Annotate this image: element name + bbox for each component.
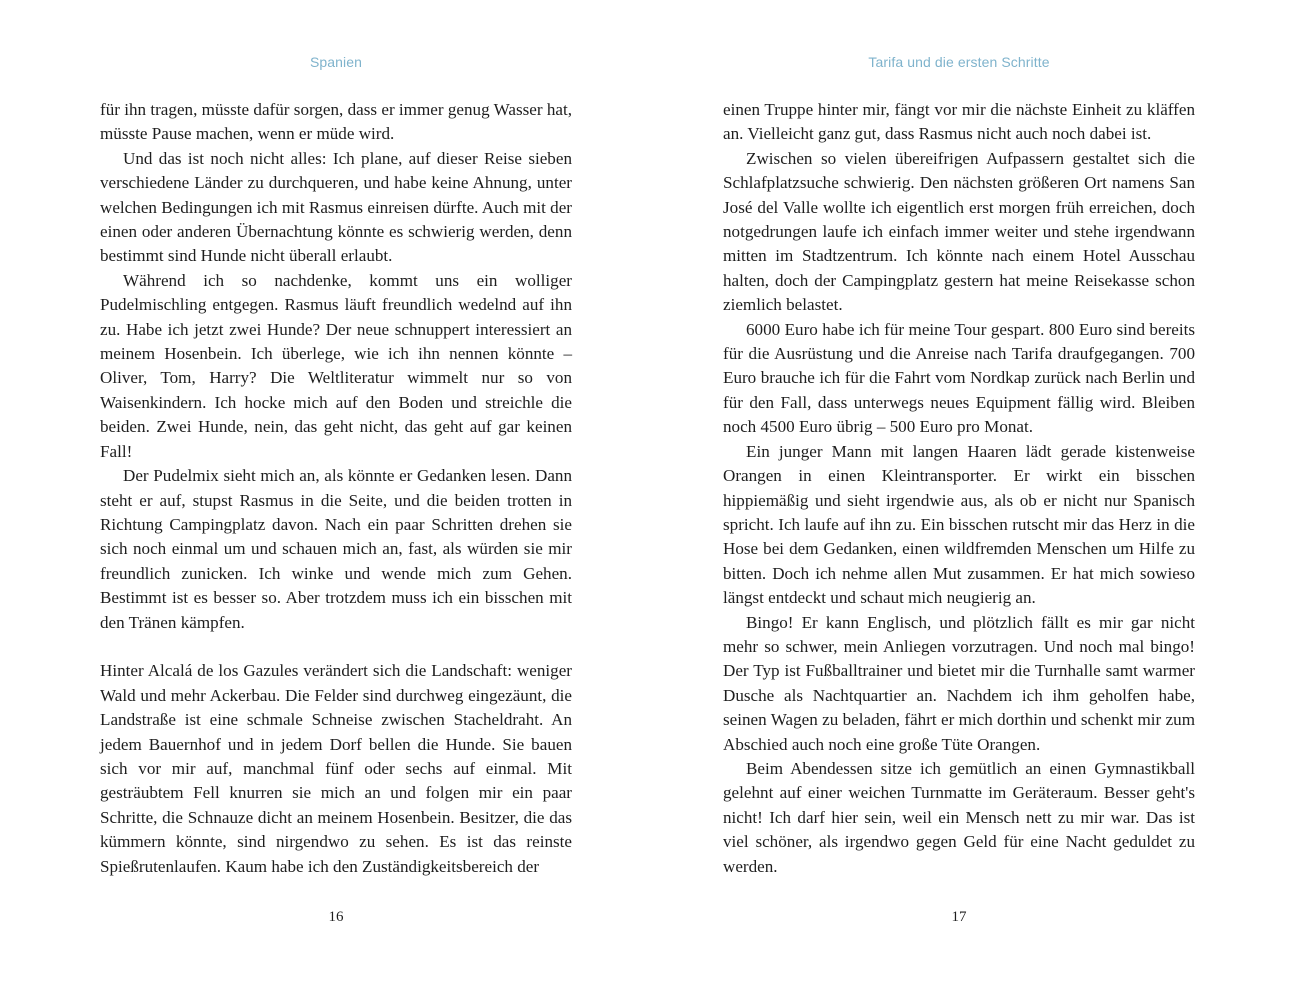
right-page-body [723, 98, 1195, 879]
paragraph: einen Truppe hinter mir, fängt vor mir die nächste Einheit zu kläffen an. Vielleicht ganz gut, dass Rasmus nicht auch noch dabei ist. [723, 100, 1195, 144]
running-head-left: Spanien [309, 54, 363, 70]
paragraph: Hinter Alcalá de los Gazules verändert sich die Landschaft: weniger Wald und mehr Ackerbau. Die Felder sind durchweg eingezäunt, die Landstraße ist eine schmale Schneise zwischen Stacheldraht. An jedem Bauernhof und in jedem Dorf bellen die Hunde. Sie bauen sich vor mir auf, manchmal fünf oder sechs auf einmal. Mit gesträubtem Fell knurren sie mich an und folgen mir ein paar Schritte, die Schnauze dicht an meinem Hosenbein. Besitzer, die das kümmern könnte, sind nirgendwo zu sehen. Es ist das reinste Spießrutenlaufen. Kaum habe ich den Zuständigkeitsbereich der [100, 661, 572, 876]
paragraph: Bingo! Er kann Englisch, und plötzlich fällt es mir gar nicht mehr so schwer, mein Anliegen vorzutragen. Und noch mal bingo! Der Typ ist Fußballtrainer und bietet mir die Turnhalle samt warmer Dusche als Nachtquartier an. Nachdem ich ihm geholfen habe, seinen Wagen zu beladen, fährt er mich dorthin und schenkt mir zum Abschied auch noch eine große Tüte Orangen. [723, 612, 1195, 754]
page-number-right: 17 [951, 909, 967, 925]
running-head-right: Tarifa und die ersten Schritte [868, 54, 1050, 70]
page-number-left: 16 [328, 909, 344, 925]
paragraph: Beim Abendessen sitze ich gemütlich an einen Gymnastikball gelehnt auf einer weichen Turnmatte im Geräteraum. Besser geht's nicht! Ich darf hier sein, weil ein Mensch nett zu mir war. Das ist viel schöner, als irgendwo gegen Geld für eine Nacht geduldet zu werden. [723, 758, 1195, 876]
paragraph: für ihn tragen, müsste dafür sorgen, dass er immer genug Wasser hat, müsste Pause machen, wenn er müde wird. [100, 100, 572, 144]
left-page-body [100, 98, 572, 879]
paragraph: Während ich so nachdenke, kommt uns ein wolliger Pudelmischling entgegen. Rasmus läuft freundlich wedelnd auf ihn zu. Habe ich jetzt zwei Hunde? Der neue schnuppert interessiert an meinem Hosenbein. Ich überlege, wie ich ihn nennen könnte – Oliver, Tom, Harry? Die Weltliteratur wimmelt nur so von Waisenkindern. Ich hocke mich auf den Boden und streichle die beiden. Zwei Hunde, nein, das geht nicht, das geht auf gar keinen Fall! [100, 270, 572, 461]
paragraph: Der Pudelmix sieht mich an, als könnte er Gedanken lesen. Dann steht er auf, stupst Rasmus in die Seite, und die beiden trotten in Richtung Campingplatz davon. Nach ein paar Schritten drehen sie sich noch einmal um und schauen mich an, fast, als würden sie mir freundlich zunicken. Ich winke und wende mich zum Gehen. Bestimmt ist es besser so. Aber trotzdem muss ich ein bisschen mit den Tränen kämpfen. [100, 466, 572, 632]
paragraph: Zwischen so vielen übereifrigen Aufpassern gestaltet sich die Schlafplatzsuche schwierig. Den nächsten größeren Ort namens San José del Valle wollte ich eigentlich erst morgen früh erreichen, doch notgedrungen laufe ich einfach immer weiter und stehe irgendwann mitten im Stadtzentrum. Ich könnte nach einem Hotel Ausschau halten, doch der Campingplatz gestern hat meine Reisekasse schon ziemlich belastet. [723, 148, 1195, 315]
paragraph: 6000 Euro habe ich für meine Tour gespart. 800 Euro sind bereits für die Ausrüstung und die Anreise nach Tarifa draufgegangen. 700 Euro brauche ich für die Fahrt vom Nordkap zurück nach Berlin und für den Fall, dass unterwegs neues Equipment fällig wird. Bleiben noch 4500 Euro übrig – 500 Euro pro Monat. [723, 319, 1195, 437]
section-break [100, 635, 572, 659]
right-page [723, 0, 1195, 1000]
paragraph: Ein junger Mann mit langen Haaren lädt gerade kistenweise Orangen in einen Kleintransporter. Er wirkt ein bisschen hippiemäßig und sieht irgendwie aus, als ob er nicht nur Spanisch spricht. Ich laufe auf ihn zu. Ein bisschen rutscht mir das Herz in die Hose bei dem Gedanken, einen wildfremden Menschen um Hilfe zu bitten. Doch ich nehme allen Mut zusammen. Er hat mich sowieso längst entdeckt und schaut mich neugierig an. [723, 441, 1195, 608]
left-page [100, 0, 572, 1000]
paragraph: Und das ist noch nicht alles: Ich plane, auf dieser Reise sieben verschiedene Länder zu durchqueren, und habe keine Ahnung, unter welchen Bedingungen ich mit Rasmus einreisen dürfte. Auch mit der einen oder anderen Übernachtung könnte es schwierig werden, denn bestimmt sind Hunde nicht überall erlaubt. [100, 148, 572, 266]
